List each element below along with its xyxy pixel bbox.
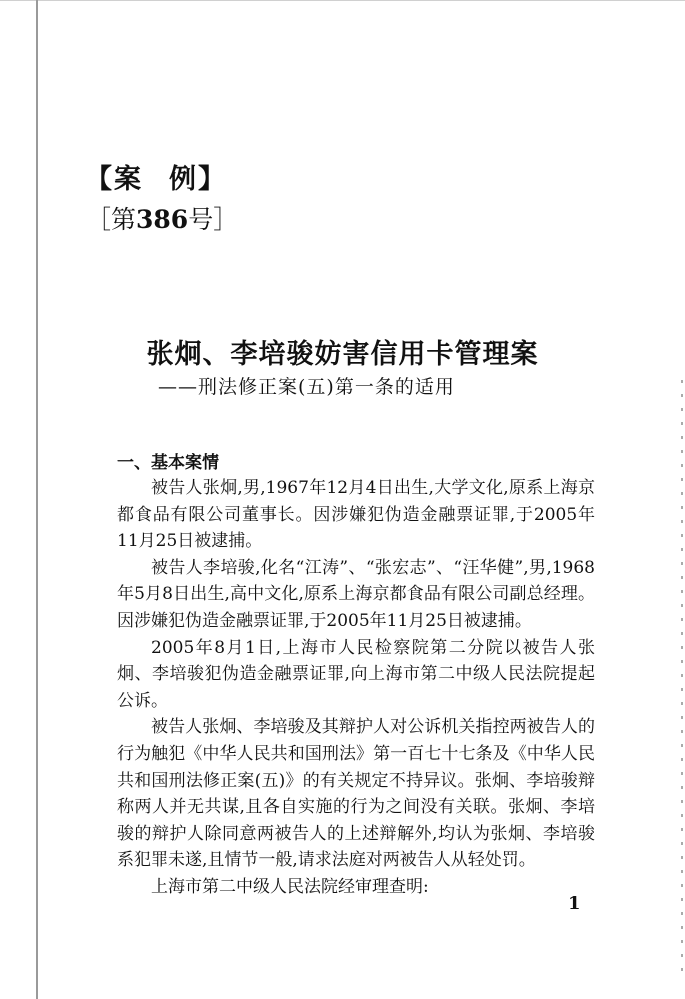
left-margin-rule	[36, 0, 38, 999]
paragraph: 2005年8月1日,上海市人民检察院第二分院以被告人张炯、李培骏犯伪造金融票证罪,向上海市第二中级人民法院提起公诉。	[117, 637, 595, 711]
case-number: ［第386号］	[86, 205, 239, 234]
section-heading: 一、基本案情	[117, 453, 219, 473]
article-subtitle: ——刑法修正案(五)第一条的适用	[158, 376, 455, 398]
article-title: 张炯、李培骏妨害信用卡管理案	[146, 339, 539, 370]
paragraph: 被告人张炯、李培骏及其辩护人对公诉机关指控两被告人的行为触犯《中华人民共和国刑法》第一百七十七条及《中华人民共和国刑法修正案(五)》的有关规定不持异议。张炯、李培骏辩称两人并无共谋,且各自实施的行为之间没有关联。张炯、李培骏的辩护人除同意两被告人的上述辩解外,均认为张炯、李培骏系犯罪未遂,且情节一般,请求法庭对两被告人从轻处罚。	[117, 717, 595, 871]
paragraph: 被告人张炯,男,1967年12月4日出生,大学文化,原系上海京都食品有限公司董事长。因涉嫌犯伪造金融票证罪,于2005年11月25日被逮捕。	[117, 478, 595, 552]
paragraph: 被告人李培骏,化名“江涛”、“张宏志”、“汪华健”,男,1968年5月8日出生,高中文化,原系上海京都食品有限公司副总经理。因涉嫌犯伪造金融票证罪,于2005年11月25日被逮捕。	[117, 557, 595, 631]
page-number: 1	[568, 893, 581, 914]
right-edge-marks	[681, 380, 683, 980]
top-edge-rule	[0, 0, 685, 1]
body-text	[117, 475, 595, 901]
case-label: 【案 例】	[85, 164, 227, 195]
paragraph: 上海市第二中级人民法院经审理查明:	[151, 876, 429, 897]
